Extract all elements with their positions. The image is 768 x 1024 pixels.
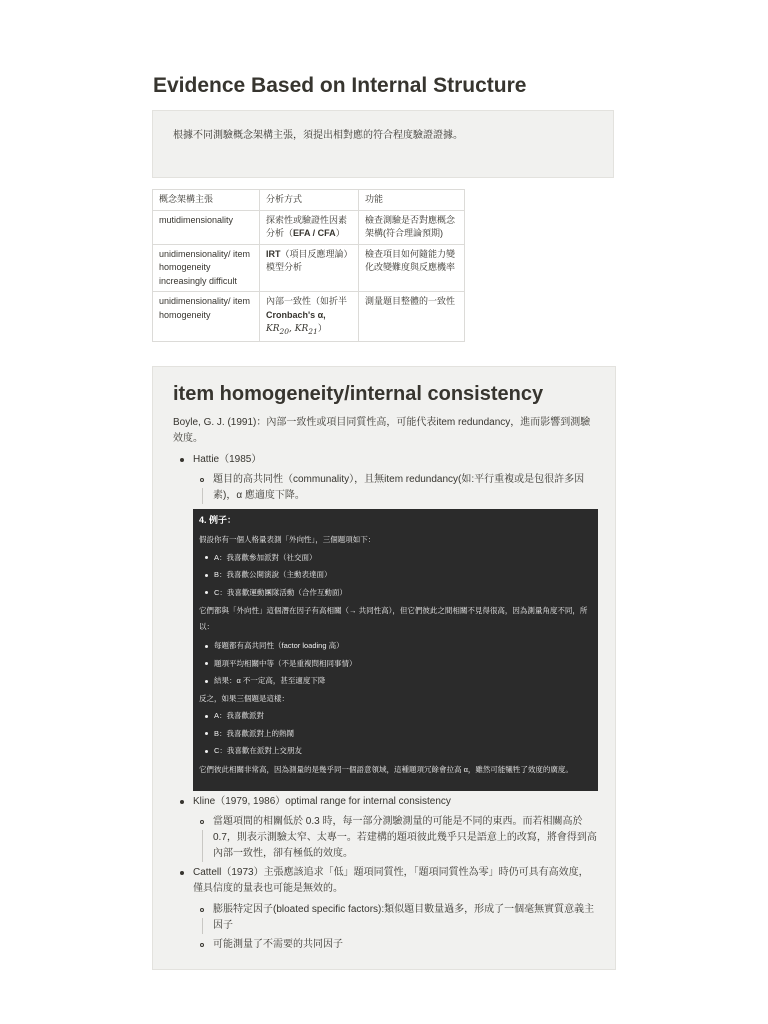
example-item: B：我喜歡公開演說（主動表達面）	[199, 566, 592, 584]
example-item: B：我喜歡派對上的熱鬧	[199, 725, 592, 743]
table-cell-function: 檢查項目如何隨能力變化改變難度與反應機率	[359, 244, 465, 292]
kline-label: Kline（1979, 1986）optimal range for internal consistency	[193, 796, 451, 807]
indent-guide	[202, 488, 203, 504]
hattie-label: Hattie（1985）	[193, 454, 262, 465]
indent-guide	[202, 830, 203, 862]
table-header-claim: 概念架構主張	[153, 190, 260, 211]
method-bold: IRT	[266, 248, 281, 259]
method-bold: EFA / CFA	[293, 228, 336, 238]
summary-callout	[152, 110, 614, 178]
table-header-function: 功能	[359, 190, 465, 211]
example-item: C：我喜歡運動團隊活動（合作互動面）	[199, 584, 592, 602]
circle-bullet-icon	[200, 908, 204, 912]
cattell-label: Cattell（1973）主張應該追求「低」題項同質性，「題項同質性為零」時仍可具有高效度，僅具信度的量表也可能是無效的。	[193, 867, 589, 894]
circle-bullet-icon	[200, 478, 204, 482]
section-heading: item homogeneity/internal consistency	[173, 383, 544, 405]
kline-note: 當題項間的相關低於 0.3 時，每一部分測驗測量的可能是不同的東西。而若相關高於 0.7，則表示測驗太窄、太專一。若建構的題項彼此幾乎只是語意上的改寫，將會得到高內部一致性，卻有極低的效度。	[213, 816, 597, 859]
bullet-icon	[180, 458, 184, 462]
bullet-icon	[180, 871, 184, 875]
table-header-row	[153, 190, 465, 211]
example-code-block	[193, 509, 598, 791]
example-item: 題項平均相關中等（不是重複問相同事情）	[199, 655, 592, 673]
example-item: 結果：α 不一定高，甚至適度下降	[199, 672, 592, 690]
table-row	[153, 292, 465, 342]
example-item: A：我喜歡參加派對（社交面）	[199, 549, 592, 567]
example-middle: 它們都與「外向性」這個潛在因子有高相關（→ 共同性高），但它們彼此之間相關不見得很高，因為測量角度不同，所以：	[199, 606, 588, 631]
table-cell-function: 檢查測驗是否對應概念架構(符合理論預期)	[359, 210, 465, 244]
hattie-note: 題目的高共同性（communality），且無item redundancy(如:平行重複或是包很許多因素)，α 應適度下降。	[213, 474, 585, 501]
consistency-panel	[152, 366, 616, 970]
example-item: C：我喜歡在派對上交朋友	[199, 742, 592, 760]
table-cell-claim: mutidimensionality	[153, 210, 260, 244]
indent-guide	[202, 918, 203, 934]
concept-table	[152, 189, 465, 342]
circle-bullet-icon	[200, 820, 204, 824]
example-conclusion: 它們彼此相關非常高，因為測量的是幾乎同一個語意領域，這種題項冗餘會拉高 α，雖然可能犧牲了效度的廣度。	[199, 764, 573, 774]
example-title: 4. 例子：	[199, 515, 237, 525]
table-cell-claim: unidimensionality/ item homogeneity increasingly difficult	[153, 244, 260, 292]
method-bold: Cronbach's α,	[266, 309, 326, 320]
bullet-icon	[180, 800, 184, 804]
table-cell-claim: unidimensionality/ item homogeneity	[153, 292, 260, 342]
kr-formula: $KR_{20}$, $KR_{21}$	[266, 324, 318, 336]
circle-bullet-icon	[200, 943, 204, 947]
table-row	[153, 244, 465, 292]
table-cell-method: 內部一致性（如折半 Cronbach's α, $KR_{20}$, $KR_{21}$）	[260, 292, 359, 342]
example-intro: 假設你有一個人格量表測「外向性」，三個題項如下：	[199, 535, 376, 544]
table-cell-function: 測量題目整體的一致性	[359, 292, 465, 342]
example-contrast: 反之，如果三個題是這樣：	[199, 693, 289, 703]
callout-text: 根據不同測驗概念架構主張，須提出相對應的符合程度驗證證據。	[173, 130, 463, 141]
table-header-method: 分析方式	[260, 190, 359, 211]
cattell-note: 可能測量了不需要的共同因子	[213, 939, 343, 950]
intro-paragraph: Boyle, G. J. (1991)：內部一致性或項目同質性高，可能代表item redundancy，進而影響到測驗效度。	[173, 417, 591, 444]
page-title: Evidence Based on Internal Structure	[153, 74, 527, 97]
method-text: 內部一致性（如折半	[266, 296, 348, 306]
cattell-note: 膨脹特定因子(bloated specific factors):類似題目數量過多，形成了一個毫無實質意義主因子	[213, 904, 595, 931]
table-cell-method: 探索性或驗證性因素分析（EFA / CFA）	[260, 210, 359, 244]
table-row	[153, 210, 465, 244]
example-item: A：我喜歡派對	[199, 707, 592, 725]
table-cell-method: IRT（項目反應理論）模型分析	[260, 244, 359, 292]
example-item: 每題都有高共同性（factor loading 高）	[199, 637, 592, 655]
